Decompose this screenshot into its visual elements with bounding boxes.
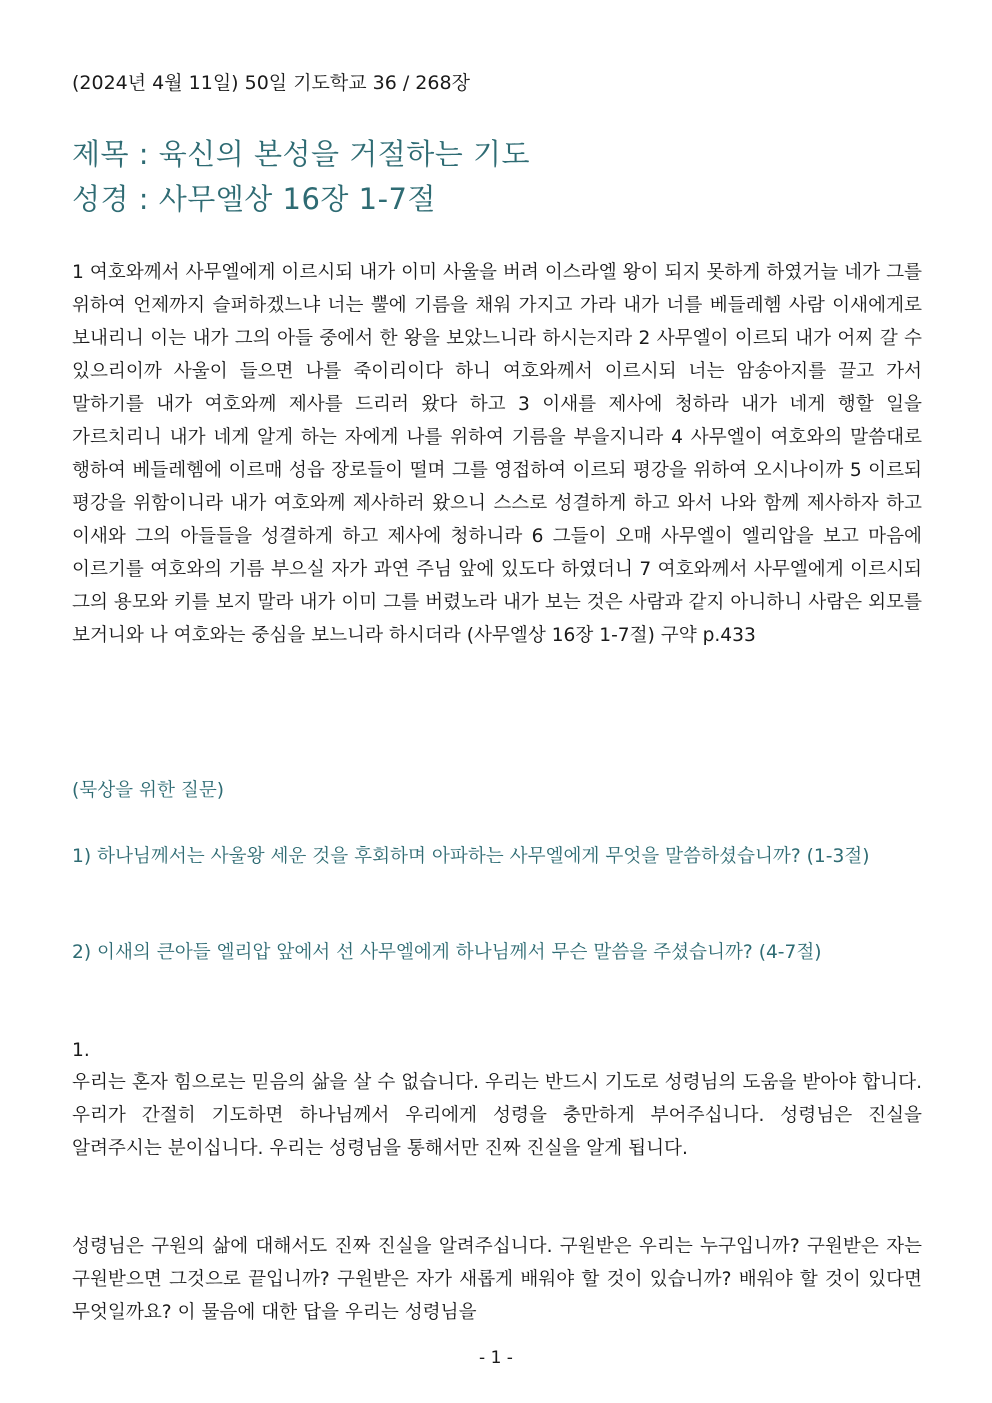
meditation-label: (묵상을 위한 질문) — [72, 780, 225, 801]
sermon-title: 제목 : 육신의 본성을 거절하는 기도 — [72, 137, 531, 171]
meditation-question: 2) 이새의 큰아들 엘리압 앞에서 선 사무엘에게 하나님께서 무슨 말씀을 주셨습니까? (4-7절) — [72, 942, 822, 963]
meditation-question: 1) 하나님께서는 사울왕 세운 것을 후회하며 아파하는 사무엘에게 무엇을 말씀하셨습니까? (1-3절) — [72, 846, 870, 867]
body-paragraph: 우리는 혼자 힘으로는 믿음의 삶을 살 수 없습니다. 우리는 반드시 기도로 성령님의 도움을 받아야 합니다. 우리가 간절히 기도하면 하나님께서 우리에게 성령을 충만하게 부어주십니다. 성령님은 진실을 알려주시는 분이십니다. 우리는 성령님을 통해서만 진짜 진실을 알게 됩니다. — [72, 1072, 922, 1159]
page-number: - 1 - — [479, 1348, 513, 1368]
scripture-reference: 성경 : 사무엘상 16장 1-7절 — [72, 182, 437, 216]
date-header: (2024년 4월 11일) 50일 기도학교 36 / 268장 — [72, 72, 470, 94]
section-number: 1. — [72, 1040, 90, 1061]
scripture-passage: 1 여호와께서 사무엘에게 이르시되 내가 이미 사울을 버려 이스라엘 왕이 되지 못하게 하였거늘 네가 그를 위하여 언제까지 슬퍼하겠느냐 너는 뿔에 기름을 채워 가지고 가라 내가 너를 베들레헴 사람 이새에게로 보내리니 이는 내가 그의 아들 중에서 한 왕을 보았느니라 하시는지라 2 사무엘이 이르되 내가 어찌 갈 수 있으리이까 사울이 들으면 나를 죽이리이다 하니 여호와께서 이르시되 너는 암송아지를 끌고 가서 말하기를 내가 여호와께 제사를 드리러 왔다 하고 3 이새를 제사에 청하라 내가 네게 행할 일을 가르치리니 내가 네게 알게 하는 자에게 나를 위하여 기름을 부을지니라 4 사무엘이 여호와의 말씀대로 행하여 베들레헴에 이르매 성읍 장로들이 떨며 그를 영접하여 이르되 평강을 위하여 오시나이까 5 이르되 평강을 위함이니라 내가 여호와께 제사하러 왔으니 스스로 성결하게 하고 와서 나와 함께 제사하자 하고 이새와 그의 아들들을 성결하게 하고 제사에 청하니라 6 그들이 오매 사무엘이 엘리압을 보고 마음에 이르기를 여호와의 기름 부으실 자가 과연 주님 앞에 있도다 하였더니 7 여호와께서 사무엘에게 이르시되 그의 용모와 키를 보지 말라 내가 이미 그를 버렸노라 내가 보는 것은 사람과 같지 아니하니 사람은 외모를 보거니와 나 여호와는 중심을 보느니라 하시더라 (사무엘상 16장 1-7절) 구약 p.433 — [72, 262, 922, 646]
body-paragraph: 성령님은 구원의 삶에 대해서도 진짜 진실을 알려주십니다. 구원받은 우리는 누구입니까? 구원받은 자는 구원받으면 그것으로 끝입니까? 구원받은 자가 새롭게 배워야 할 것이 있습니까? 배워야 할 것이 있다면 무엇일까요? 이 물음에 대한 답을 우리는 성령님을 — [72, 1236, 922, 1323]
